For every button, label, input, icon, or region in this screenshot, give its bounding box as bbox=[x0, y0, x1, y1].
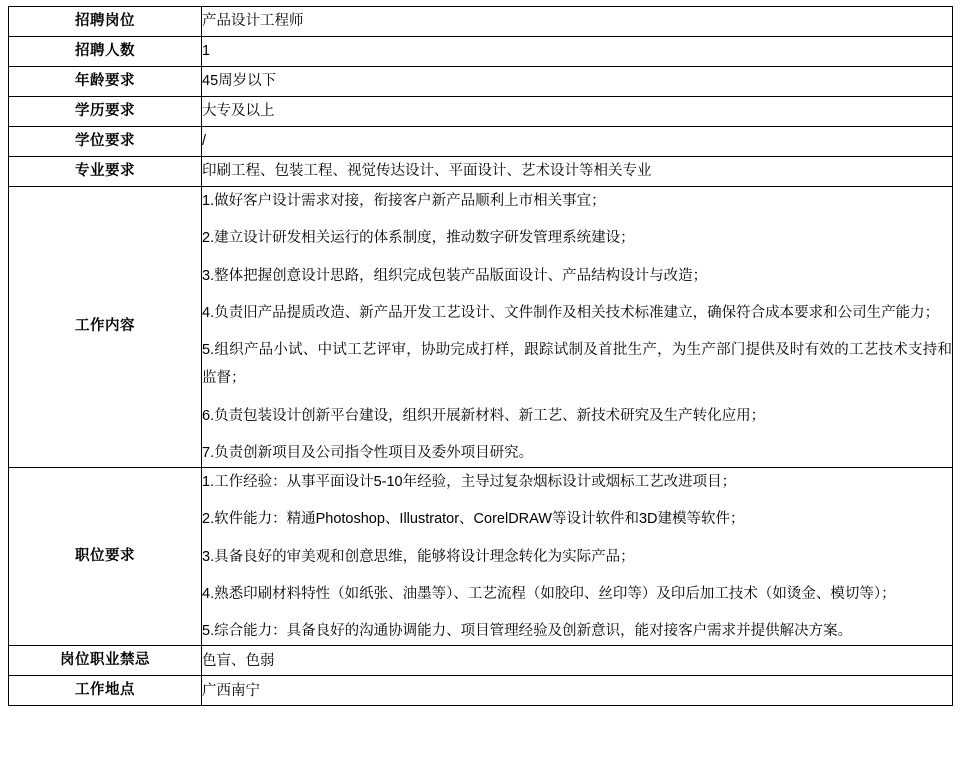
job-duty-item: 6.负责包装设计创新平台建设，组织开展新材料、新工艺、新技术研究及生产转化应用； bbox=[202, 407, 766, 424]
table-row bbox=[9, 676, 953, 706]
table-row bbox=[9, 37, 953, 67]
table-row bbox=[9, 127, 953, 157]
row-value-headcount: 1 bbox=[202, 37, 953, 67]
table-row bbox=[9, 468, 953, 646]
job-requirement-item: 5.综合能力：具备良好的沟通协调能力、项目管理经验及创新意识，能对接客户需求并提供解决方案。 bbox=[202, 623, 853, 640]
row-value-occupational-contraindications: 色盲、色弱 bbox=[202, 646, 953, 676]
row-value-job-requirements bbox=[202, 468, 953, 646]
row-label-occupational-contraindications: 岗位职业禁忌 bbox=[9, 646, 202, 676]
job-posting-table bbox=[8, 6, 953, 706]
table-row bbox=[9, 7, 953, 37]
row-label-degree: 学位要求 bbox=[9, 127, 202, 157]
row-label-age: 年龄要求 bbox=[9, 67, 202, 97]
row-value-degree: / bbox=[202, 127, 953, 157]
job-duty-item: 1.做好客户设计需求对接，衔接客户新产品顺利上市相关事宜； bbox=[202, 193, 606, 209]
job-duty-item: 5.组织产品小试、中试工艺评审，协助完成打样，跟踪试制及首批生产，为生产部门提供及时有效的工艺技术支持和监督； bbox=[202, 342, 952, 387]
row-value-work-location: 广西南宁 bbox=[202, 676, 953, 706]
row-label-job-requirements: 职位要求 bbox=[9, 468, 202, 646]
row-value-education: 大专及以上 bbox=[202, 97, 953, 127]
job-duty-item: 4.负责旧产品提质改造、新产品开发工艺设计、文件制作及相关技术标准建立，确保符合成本要求和公司生产能力； bbox=[202, 304, 940, 321]
job-requirement-item: 3.具备良好的审美观和创意思维，能够将设计理念转化为实际产品； bbox=[202, 548, 635, 565]
table-row bbox=[9, 157, 953, 187]
row-label-position: 招聘岗位 bbox=[9, 7, 202, 37]
row-value-job-duties bbox=[202, 187, 953, 468]
job-duty-item: 7.负责创新项目及公司指令性项目及委外项目研究。 bbox=[202, 444, 534, 461]
row-value-major: 印刷工程、包装工程、视觉传达设计、平面设计、艺术设计等相关专业 bbox=[202, 157, 953, 187]
row-value-position: 产品设计工程师 bbox=[202, 7, 953, 37]
row-label-headcount: 招聘人数 bbox=[9, 37, 202, 67]
job-requirement-item: 1.工作经验：从事平面设计5-10年经验，主导过复杂烟标设计或烟标工艺改进项目； bbox=[202, 474, 737, 491]
row-value-age: 45周岁以下 bbox=[202, 67, 953, 97]
row-label-job-duties: 工作内容 bbox=[9, 187, 202, 468]
job-requirement-item: 2.软件能力：精通Photoshop、Illustrator、CorelDRAW等设计软件和3D建模等软件； bbox=[202, 511, 745, 528]
row-label-work-location: 工作地点 bbox=[9, 676, 202, 706]
table-row bbox=[9, 646, 953, 676]
table-row bbox=[9, 67, 953, 97]
job-table-body bbox=[9, 7, 953, 706]
row-label-major: 专业要求 bbox=[9, 157, 202, 187]
job-duty-item: 2.建立设计研发相关运行的体系制度，推动数字研发管理系统建设； bbox=[202, 230, 635, 247]
job-duty-item: 3.整体把握创意设计思路，组织完成包装产品版面设计、产品结构设计与改造； bbox=[202, 267, 708, 284]
table-row bbox=[9, 97, 953, 127]
table-row bbox=[9, 187, 953, 468]
row-label-education: 学历要求 bbox=[9, 97, 202, 127]
job-requirement-item: 4.熟悉印刷材料特性（如纸张、油墨等）、工艺流程（如胶印、丝印等）及印后加工技术（如烫金、模切等）； bbox=[202, 585, 896, 602]
